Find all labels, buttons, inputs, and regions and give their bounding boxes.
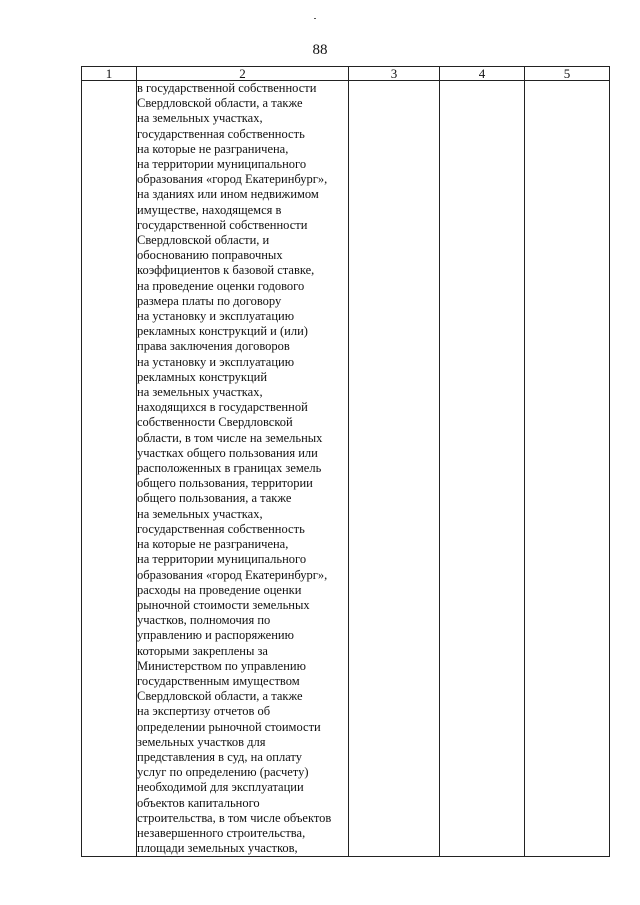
text-line: незавершенного строительства, <box>137 825 306 840</box>
text-line: на территории муниципального <box>137 157 307 172</box>
page-number: 88 <box>312 42 328 58</box>
text-line: на установку и эксплуатацию <box>137 309 295 324</box>
table-row <box>82 81 610 857</box>
text-line: участках общего пользования или <box>137 445 318 460</box>
cell-col-2-text <box>137 81 349 857</box>
text-line: общего пользования, а также <box>137 491 292 506</box>
text-line: на которые не разграничена, <box>137 141 289 156</box>
text-line: в государственной собственности <box>137 81 317 95</box>
text-line: на проведение оценки годового <box>137 278 305 293</box>
text-line: объектов капитального <box>137 795 260 810</box>
document-table <box>81 66 610 857</box>
text-line: области, в том числе на земельных <box>137 430 323 445</box>
text-line: определении рыночной стоимости <box>137 719 321 734</box>
cell-col-3 <box>349 81 440 857</box>
text-line: представления в суд, на оплату <box>137 749 302 764</box>
text-line: Свердловской области, и <box>137 233 270 248</box>
text-line: на земельных участках, <box>137 385 263 400</box>
text-line: расходы на проведение оценки <box>137 582 302 597</box>
column-header-3: 3 <box>349 67 440 81</box>
column-header-4: 4 <box>440 67 525 81</box>
text-line: на зданиях или ином недвижимом <box>137 187 319 202</box>
cell-col-4 <box>440 81 525 857</box>
text-line: управлению и распоряжению <box>137 628 294 643</box>
text-line: услуг по определению (расчету) <box>137 765 309 780</box>
text-line: рыночной стоимости земельных <box>137 597 310 612</box>
text-line: государственной собственности <box>137 217 308 232</box>
text-line: земельных участков для <box>137 734 266 749</box>
table-header-row <box>82 67 610 81</box>
text-line: на территории муниципального <box>137 552 307 567</box>
text-line: обоснованию поправочных <box>137 248 283 263</box>
text-line: рекламных конструкций <box>137 369 268 384</box>
scan-speck <box>314 18 316 19</box>
text-line: Свердловской области, а также <box>137 96 303 111</box>
text-line: на земельных участках, <box>137 111 263 126</box>
text-line: участков, полномочия по <box>137 613 271 628</box>
text-line: которыми закреплены за <box>137 643 268 658</box>
column-header-2: 2 <box>137 67 349 81</box>
text-line: на установку и эксплуатацию <box>137 354 295 369</box>
text-line: права заключения договоров <box>137 339 290 354</box>
text-line: Министерством по управлению <box>137 658 306 673</box>
text-line: расположенных в границах земель <box>137 461 322 476</box>
cell-col-1 <box>82 81 137 857</box>
text-line: имуществе, находящемся в <box>137 202 282 217</box>
text-line: рекламных конструкций и (или) <box>137 324 308 339</box>
text-line: Свердловской области, а также <box>137 689 303 704</box>
cell-col-5 <box>525 81 610 857</box>
text-line: общего пользования, территории <box>137 476 313 491</box>
text-line: государственная собственность <box>137 521 305 536</box>
text-line: на экспертизу отчетов об <box>137 704 271 719</box>
text-line: строительства, в том числе объектов <box>137 810 332 825</box>
text-line: площади земельных участков, <box>137 841 298 856</box>
text-line: собственности Свердловской <box>137 415 293 430</box>
text-line: образования «город Екатеринбург», <box>137 172 328 187</box>
text-line: находящихся в государственной <box>137 400 308 415</box>
column-header-1: 1 <box>82 67 137 81</box>
text-line: государственная собственность <box>137 126 305 141</box>
column-header-5: 5 <box>525 67 610 81</box>
text-line: коэффициентов к базовой ставке, <box>137 263 315 278</box>
text-line: образования «город Екатеринбург», <box>137 567 328 582</box>
text-line: государственным имуществом <box>137 673 300 688</box>
text-line: необходимой для эксплуатации <box>137 780 304 795</box>
text-line: на которые не разграничена, <box>137 537 289 552</box>
text-line: на земельных участках, <box>137 506 263 521</box>
text-line: размера платы по договору <box>137 293 282 308</box>
